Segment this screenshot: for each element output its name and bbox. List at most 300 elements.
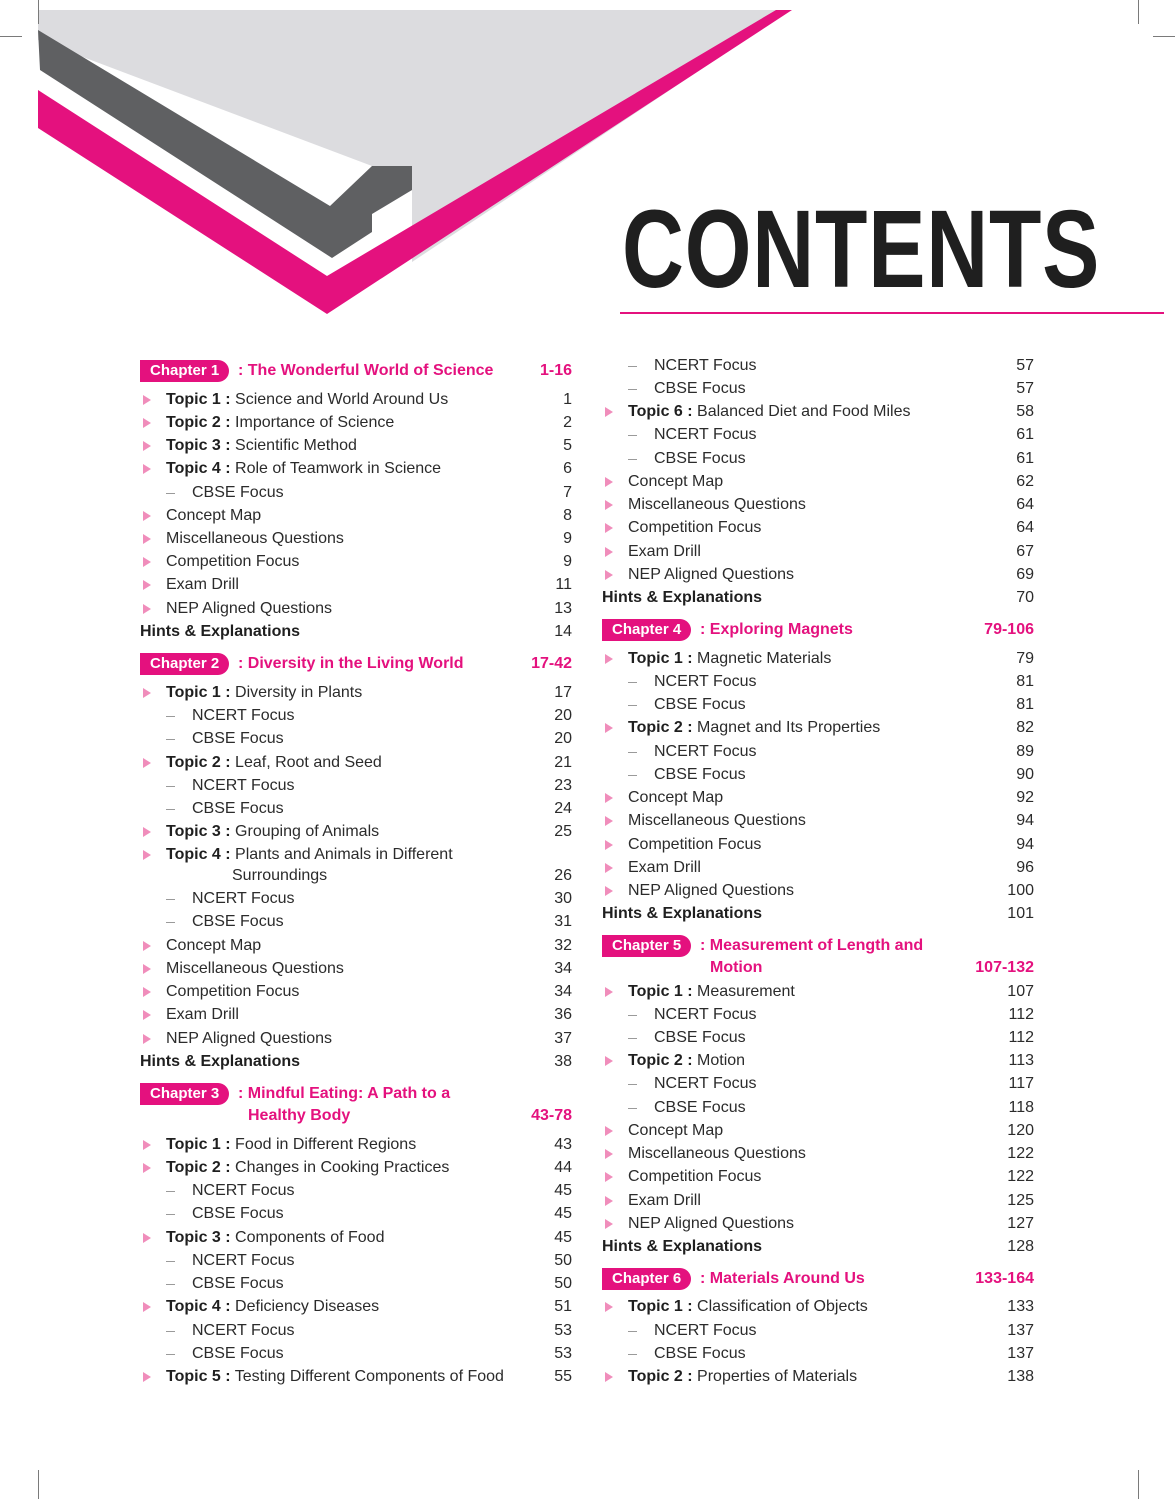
page-number: 44 bbox=[554, 1159, 572, 1176]
toc-entry[interactable] bbox=[602, 1050, 1034, 1072]
entry-text: NCERT Focus bbox=[192, 777, 295, 794]
arrow-icon bbox=[605, 570, 613, 580]
toc-entry[interactable] bbox=[602, 1190, 1034, 1212]
entry-text: Concept Map bbox=[628, 1122, 724, 1139]
page-number: 32 bbox=[554, 937, 572, 954]
toc-entry[interactable] bbox=[140, 935, 572, 957]
arrow-icon bbox=[143, 1372, 151, 1382]
entry-text: Competition Focus bbox=[628, 519, 762, 536]
page-number: 34 bbox=[554, 960, 572, 977]
toc-entry[interactable] bbox=[140, 551, 572, 573]
toc-entry[interactable] bbox=[140, 505, 572, 527]
page-number: 138 bbox=[1007, 1368, 1034, 1385]
arrow-icon bbox=[143, 850, 151, 860]
dash-icon bbox=[166, 1354, 175, 1355]
entry-text: Competition Focus bbox=[628, 1168, 762, 1185]
entry-text: Magnet and Its Properties bbox=[697, 719, 881, 736]
dash-icon bbox=[166, 1261, 175, 1262]
chapter-title: : Measurement of Length and bbox=[700, 937, 924, 954]
page-number: 8 bbox=[563, 507, 572, 524]
arrow-icon bbox=[605, 723, 613, 733]
arrow-icon bbox=[605, 793, 613, 803]
toc-subentry[interactable] bbox=[602, 1320, 1034, 1342]
arrow-icon bbox=[143, 827, 151, 837]
page-number: 11 bbox=[555, 576, 572, 593]
arrow-icon bbox=[143, 688, 151, 698]
chapter-page-range: 107-132 bbox=[975, 959, 1034, 976]
page-number: 96 bbox=[1016, 859, 1034, 876]
page-number: 53 bbox=[554, 1322, 572, 1339]
page-number: 30 bbox=[554, 890, 572, 907]
entry-text: Classification of Objects bbox=[697, 1298, 868, 1315]
arrow-icon bbox=[143, 964, 151, 974]
chapter-page-range: 133-164 bbox=[975, 1270, 1034, 1287]
dash-icon bbox=[628, 1108, 637, 1109]
page-number: 1 bbox=[563, 391, 572, 408]
toc-subentry[interactable] bbox=[602, 448, 1034, 470]
topic-label: Topic 2 : bbox=[166, 1159, 231, 1176]
page-title: CONTENTS bbox=[622, 188, 1101, 311]
dash-icon bbox=[166, 1284, 175, 1285]
toc-entry[interactable] bbox=[140, 598, 572, 620]
entry-text: Testing Different Components of Food bbox=[234, 1368, 504, 1385]
entry-text: NEP Aligned Questions bbox=[166, 1030, 333, 1047]
entry-text: Deficiency Diseases bbox=[235, 1298, 380, 1315]
hints-entry[interactable] bbox=[602, 587, 1034, 609]
dash-icon bbox=[166, 809, 175, 810]
toc-subentry[interactable] bbox=[602, 378, 1034, 400]
hints-entry[interactable] bbox=[602, 903, 1034, 925]
topic-label: Topic 1 : bbox=[628, 983, 693, 1000]
chapter-badge: Chapter 4 bbox=[602, 619, 691, 641]
dash-icon bbox=[628, 775, 637, 776]
entry-text: Components of Food bbox=[235, 1229, 385, 1246]
topic-label: Topic 4 : bbox=[166, 846, 231, 863]
page-number: 45 bbox=[554, 1205, 572, 1222]
entry-text: Hints & Explanations bbox=[140, 1053, 301, 1070]
entry-text: Exam Drill bbox=[166, 576, 239, 593]
entry-text: Exam Drill bbox=[628, 1192, 701, 1209]
entry-text: Miscellaneous Questions bbox=[166, 960, 344, 977]
arrow-icon bbox=[605, 886, 613, 896]
page-number: 125 bbox=[1007, 1192, 1034, 1209]
entry-text: Competition Focus bbox=[166, 983, 300, 1000]
arrow-icon bbox=[605, 547, 613, 557]
dash-icon bbox=[628, 366, 637, 367]
entry-text: Competition Focus bbox=[628, 836, 762, 853]
chapter-title-continued: Motion bbox=[710, 959, 763, 976]
toc-entry[interactable] bbox=[602, 857, 1034, 879]
page-number: 127 bbox=[1007, 1215, 1034, 1232]
toc-entry[interactable] bbox=[140, 574, 572, 596]
entry-text: Miscellaneous Questions bbox=[628, 496, 806, 513]
arrow-icon bbox=[605, 523, 613, 533]
toc-entry[interactable] bbox=[602, 810, 1034, 832]
toc-subentry[interactable] bbox=[602, 1004, 1034, 1026]
entry-text: NCERT Focus bbox=[654, 673, 757, 690]
arrow-icon bbox=[605, 1126, 613, 1136]
toc-subentry[interactable] bbox=[602, 1097, 1034, 1119]
dash-icon bbox=[628, 752, 637, 753]
topic-label: Topic 2 : bbox=[628, 1368, 693, 1385]
entry-text: CBSE Focus bbox=[192, 1275, 284, 1292]
toc-entry[interactable] bbox=[140, 1004, 572, 1026]
chapter-heading[interactable] bbox=[602, 1268, 1034, 1290]
page-number: 133 bbox=[1007, 1298, 1034, 1315]
page-number: 24 bbox=[554, 800, 572, 817]
page-number: 57 bbox=[1016, 357, 1034, 374]
entry-text: Competition Focus bbox=[166, 553, 300, 570]
entry-text: CBSE Focus bbox=[654, 1099, 746, 1116]
entry-text-continued: Surroundings bbox=[232, 867, 328, 884]
chapter-heading[interactable] bbox=[140, 1083, 572, 1127]
crop-mark bbox=[38, 1470, 39, 1499]
entry-text: CBSE Focus bbox=[654, 766, 746, 783]
chapter-heading[interactable] bbox=[140, 653, 572, 675]
arrow-icon bbox=[605, 1372, 613, 1382]
entry-text: NCERT Focus bbox=[192, 1252, 295, 1269]
entry-text: Leaf, Root and Seed bbox=[235, 754, 382, 771]
toc-entry[interactable] bbox=[602, 1366, 1034, 1388]
toc-subentry[interactable] bbox=[140, 888, 572, 910]
toc-entry[interactable] bbox=[140, 389, 572, 411]
page-number: 50 bbox=[554, 1275, 572, 1292]
entry-text: Properties of Materials bbox=[697, 1368, 858, 1385]
page-number: 82 bbox=[1016, 719, 1034, 736]
chapter-badge: Chapter 2 bbox=[140, 653, 229, 675]
entry-text: Importance of Science bbox=[235, 414, 395, 431]
toc-entry[interactable] bbox=[602, 880, 1034, 902]
entry-text: NCERT Focus bbox=[654, 1075, 757, 1092]
page-number: 117 bbox=[1008, 1075, 1034, 1092]
entry-text: Measurement bbox=[697, 983, 795, 1000]
toc-subentry[interactable] bbox=[602, 1073, 1034, 1095]
page-number: 58 bbox=[1016, 403, 1034, 420]
toc-subentry[interactable] bbox=[602, 741, 1034, 763]
toc-subentry[interactable] bbox=[140, 798, 572, 820]
dash-icon bbox=[628, 1038, 637, 1039]
toc-entry[interactable] bbox=[140, 958, 572, 980]
arrow-icon bbox=[605, 477, 613, 487]
chapter-heading[interactable] bbox=[602, 619, 1034, 641]
toc-entry[interactable] bbox=[602, 1213, 1034, 1235]
page-number: 23 bbox=[554, 777, 572, 794]
page-number: 79 bbox=[1016, 650, 1034, 667]
arrow-icon bbox=[143, 441, 151, 451]
arrow-icon bbox=[605, 654, 613, 664]
chapter-heading[interactable] bbox=[140, 360, 572, 382]
page-number: 43 bbox=[554, 1136, 572, 1153]
toc-entry[interactable] bbox=[602, 648, 1034, 670]
page-number: 94 bbox=[1016, 812, 1034, 829]
page-number: 7 bbox=[563, 484, 572, 501]
crop-mark bbox=[38, 0, 39, 24]
arrow-icon bbox=[605, 1196, 613, 1206]
chapter-title-continued: Healthy Body bbox=[248, 1107, 351, 1124]
arrow-icon bbox=[143, 604, 151, 614]
crop-mark bbox=[1153, 36, 1175, 37]
page-number: 31 bbox=[554, 913, 572, 930]
toc-entry[interactable] bbox=[140, 1157, 572, 1179]
entry-text: Hints & Explanations bbox=[140, 623, 301, 640]
toc-entry[interactable] bbox=[140, 821, 572, 843]
entry-text: Motion bbox=[697, 1052, 746, 1069]
dash-icon bbox=[166, 1331, 175, 1332]
arrow-icon bbox=[143, 941, 151, 951]
entry-text: Concept Map bbox=[628, 789, 724, 806]
toc-entry[interactable] bbox=[140, 528, 572, 550]
entry-text: CBSE Focus bbox=[192, 1205, 284, 1222]
page-number: 101 bbox=[1007, 905, 1034, 922]
arrow-icon bbox=[605, 1302, 613, 1312]
entry-text: Miscellaneous Questions bbox=[166, 530, 344, 547]
entry-text: Diversity in Plants bbox=[235, 684, 363, 701]
chapter-title: : Exploring Magnets bbox=[700, 621, 853, 638]
entry-text: Exam Drill bbox=[166, 1006, 239, 1023]
topic-label: Topic 2 : bbox=[628, 719, 693, 736]
toc-entry[interactable] bbox=[602, 471, 1034, 493]
dash-icon bbox=[166, 922, 175, 923]
page-number: 2 bbox=[563, 414, 572, 431]
page-number: 128 bbox=[1007, 1238, 1034, 1255]
dash-icon bbox=[166, 786, 175, 787]
dash-icon bbox=[166, 899, 175, 900]
toc-entry[interactable] bbox=[140, 1366, 572, 1388]
toc-subentry[interactable] bbox=[140, 1203, 572, 1225]
arrow-icon bbox=[605, 863, 613, 873]
toc-subentry[interactable] bbox=[140, 911, 572, 933]
page-number: 61 bbox=[1016, 426, 1034, 443]
arrow-icon bbox=[143, 580, 151, 590]
entry-text: NCERT Focus bbox=[192, 707, 295, 724]
toc-entry[interactable] bbox=[602, 494, 1034, 516]
page-number: 20 bbox=[554, 730, 572, 747]
entry-text: NCERT Focus bbox=[654, 1322, 757, 1339]
entry-text: CBSE Focus bbox=[192, 913, 284, 930]
topic-label: Topic 3 : bbox=[166, 823, 231, 840]
page-number: 90 bbox=[1016, 766, 1034, 783]
toc-subentry[interactable] bbox=[140, 1250, 572, 1272]
toc-subentry[interactable] bbox=[602, 424, 1034, 446]
entry-text: Science and World Around Us bbox=[235, 391, 449, 408]
toc-subentry[interactable] bbox=[602, 355, 1034, 377]
toc-subentry[interactable] bbox=[140, 1320, 572, 1342]
topic-label: Topic 6 : bbox=[628, 403, 693, 420]
page-number: 70 bbox=[1016, 589, 1034, 606]
topic-label: Topic 1 : bbox=[166, 391, 231, 408]
page-number: 20 bbox=[554, 707, 572, 724]
toc-entry[interactable] bbox=[602, 1143, 1034, 1165]
toc-entry[interactable] bbox=[140, 1028, 572, 1050]
entry-text: CBSE Focus bbox=[654, 1029, 746, 1046]
toc-subentry[interactable] bbox=[140, 1343, 572, 1365]
topic-label: Topic 4 : bbox=[166, 460, 231, 477]
toc-entry[interactable] bbox=[602, 1166, 1034, 1188]
page-number: 45 bbox=[554, 1229, 572, 1246]
toc-entry[interactable] bbox=[140, 981, 572, 1003]
entry-text: Role of Teamwork in Science bbox=[235, 460, 442, 477]
toc-entry[interactable] bbox=[602, 1120, 1034, 1142]
toc-entry[interactable] bbox=[140, 1296, 572, 1318]
page-number: 51 bbox=[554, 1298, 572, 1315]
entry-text: CBSE Focus bbox=[192, 1345, 284, 1362]
arrow-icon bbox=[605, 500, 613, 510]
hints-entry[interactable] bbox=[140, 1051, 572, 1073]
page-number: 14 bbox=[554, 623, 572, 640]
entry-text: CBSE Focus bbox=[654, 450, 746, 467]
chapter-page-range: 17-42 bbox=[531, 655, 572, 672]
toc-subentry[interactable] bbox=[602, 1027, 1034, 1049]
page-number: 53 bbox=[554, 1345, 572, 1362]
page-number: 45 bbox=[554, 1182, 572, 1199]
arrow-icon bbox=[143, 1140, 151, 1150]
toc-entry[interactable] bbox=[602, 717, 1034, 739]
topic-label: Topic 2 : bbox=[166, 754, 231, 771]
entry-text: Food in Different Regions bbox=[235, 1136, 417, 1153]
page-number: 55 bbox=[554, 1368, 572, 1385]
entry-text: CBSE Focus bbox=[192, 800, 284, 817]
toc-entry[interactable] bbox=[602, 517, 1034, 539]
entry-text: NCERT Focus bbox=[654, 357, 757, 374]
chapter-page-range: 79-106 bbox=[984, 621, 1034, 638]
entry-text: NCERT Focus bbox=[192, 890, 295, 907]
toc-entry[interactable] bbox=[602, 401, 1034, 423]
page-number: 5 bbox=[563, 437, 572, 454]
chapter-badge: Chapter 3 bbox=[140, 1083, 229, 1105]
arrow-icon bbox=[143, 418, 151, 428]
page-number: 50 bbox=[554, 1252, 572, 1269]
page-number: 107 bbox=[1007, 983, 1034, 1000]
page-number: 67 bbox=[1016, 543, 1034, 560]
arrow-icon bbox=[605, 987, 613, 997]
arrow-icon bbox=[605, 816, 613, 826]
page-number: 9 bbox=[563, 530, 572, 547]
toc-subentry[interactable] bbox=[140, 705, 572, 727]
entry-text: Concept Map bbox=[628, 473, 724, 490]
entry-text: Plants and Animals in Different bbox=[235, 846, 453, 863]
toc-entry[interactable] bbox=[140, 435, 572, 457]
toc-entry[interactable] bbox=[140, 752, 572, 774]
chapter-title: : The Wonderful World of Science bbox=[238, 362, 494, 379]
hints-entry[interactable] bbox=[140, 621, 572, 643]
chapter-page-range: 43-78 bbox=[531, 1107, 572, 1124]
entry-text: Concept Map bbox=[166, 507, 262, 524]
toc-entry[interactable] bbox=[140, 1227, 572, 1249]
entry-text: Changes in Cooking Practices bbox=[235, 1159, 450, 1176]
page-number: 69 bbox=[1016, 566, 1034, 583]
toc-subentry[interactable] bbox=[140, 775, 572, 797]
arrow-icon bbox=[605, 1056, 613, 1066]
arrow-icon bbox=[143, 534, 151, 544]
arrow-icon bbox=[143, 464, 151, 474]
toc-subentry[interactable] bbox=[602, 671, 1034, 693]
entry-text: Balanced Diet and Food Miles bbox=[697, 403, 911, 420]
arrow-icon bbox=[143, 987, 151, 997]
toc-subentry[interactable] bbox=[140, 1180, 572, 1202]
arrow-icon bbox=[605, 1219, 613, 1229]
toc-entry[interactable] bbox=[140, 1134, 572, 1156]
toc-entry[interactable] bbox=[602, 834, 1034, 856]
chapter-title: : Mindful Eating: A Path to a bbox=[238, 1085, 451, 1102]
arrow-icon bbox=[143, 395, 151, 405]
entry-text: CBSE Focus bbox=[192, 484, 284, 501]
dash-icon bbox=[166, 1191, 175, 1192]
toc-subentry[interactable] bbox=[602, 1343, 1034, 1365]
toc-entry[interactable] bbox=[602, 541, 1034, 563]
entry-text: NCERT Focus bbox=[654, 743, 757, 760]
dash-icon bbox=[628, 459, 637, 460]
entry-text: Exam Drill bbox=[628, 543, 701, 560]
hints-entry[interactable] bbox=[602, 1236, 1034, 1258]
entry-text: NCERT Focus bbox=[654, 1006, 757, 1023]
arrow-icon bbox=[143, 1034, 151, 1044]
dash-icon bbox=[628, 682, 637, 683]
toc-entry[interactable] bbox=[140, 458, 572, 480]
toc-subentry[interactable] bbox=[602, 694, 1034, 716]
dash-icon bbox=[628, 1354, 637, 1355]
topic-label: Topic 2 : bbox=[166, 414, 231, 431]
page-number: 21 bbox=[554, 754, 572, 771]
page-number: 92 bbox=[1016, 789, 1034, 806]
page-number: 122 bbox=[1007, 1145, 1034, 1162]
entry-text: Scientific Method bbox=[235, 437, 357, 454]
page-number: 37 bbox=[554, 1030, 572, 1047]
toc-entry[interactable] bbox=[602, 1296, 1034, 1318]
topic-label: Topic 3 : bbox=[166, 1229, 231, 1246]
page-number: 34 bbox=[554, 983, 572, 1000]
page-number: 38 bbox=[554, 1053, 572, 1070]
entry-text: Hints & Explanations bbox=[602, 589, 763, 606]
dash-icon bbox=[166, 493, 175, 494]
entry-text: Hints & Explanations bbox=[602, 905, 763, 922]
toc-entry[interactable] bbox=[140, 682, 572, 704]
chapter-heading[interactable] bbox=[602, 935, 1034, 979]
toc-subentry[interactable] bbox=[140, 482, 572, 504]
toc-subentry[interactable] bbox=[140, 728, 572, 750]
toc-entry[interactable] bbox=[602, 981, 1034, 1003]
page-number: 137 bbox=[1007, 1345, 1034, 1362]
arrow-icon bbox=[605, 840, 613, 850]
page-number: 122 bbox=[1007, 1168, 1034, 1185]
dash-icon bbox=[628, 705, 637, 706]
toc-entry[interactable] bbox=[602, 787, 1034, 809]
dash-icon bbox=[628, 1084, 637, 1085]
toc-subentry[interactable] bbox=[602, 764, 1034, 786]
page-number: 112 bbox=[1008, 1006, 1034, 1023]
toc-entry[interactable] bbox=[602, 564, 1034, 586]
entry-text: Grouping of Animals bbox=[235, 823, 380, 840]
chapter-title: : Diversity in the Living World bbox=[238, 655, 464, 672]
arrow-icon bbox=[143, 1163, 151, 1173]
entry-text: Hints & Explanations bbox=[602, 1238, 763, 1255]
dash-icon bbox=[166, 739, 175, 740]
topic-label: Topic 1 : bbox=[628, 650, 693, 667]
page-number: 25 bbox=[554, 823, 572, 840]
toc-entry[interactable] bbox=[140, 412, 572, 434]
entry-text: NEP Aligned Questions bbox=[628, 882, 795, 899]
topic-label: Topic 3 : bbox=[166, 437, 231, 454]
entry-text: Miscellaneous Questions bbox=[628, 812, 806, 829]
toc-subentry[interactable] bbox=[140, 1273, 572, 1295]
dash-icon bbox=[628, 1331, 637, 1332]
topic-label: Topic 1 : bbox=[166, 684, 231, 701]
page-number: 13 bbox=[554, 600, 572, 617]
page-number: 81 bbox=[1016, 696, 1034, 713]
chapter-page-range: 1-16 bbox=[539, 362, 572, 379]
toc-entry[interactable] bbox=[140, 844, 572, 888]
arrow-icon bbox=[143, 511, 151, 521]
page-number: 64 bbox=[1016, 519, 1034, 536]
